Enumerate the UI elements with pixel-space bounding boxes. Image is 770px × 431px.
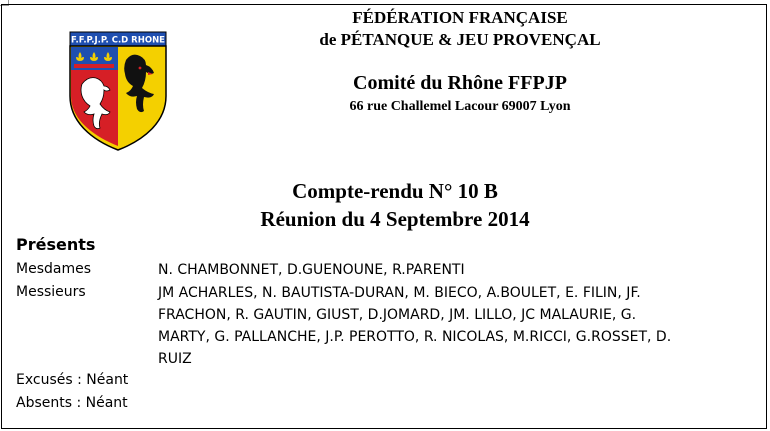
committee-name: Comité du Rhône FFPJP — [353, 72, 567, 94]
meeting-date-title: Réunion du 4 Septembre 2014 — [260, 207, 530, 231]
messieurs-list — [158, 282, 758, 370]
messieurs-label: Messieurs — [16, 284, 86, 300]
report-heading — [195, 177, 595, 233]
absents-line: Absents : Néant — [16, 395, 128, 411]
excuses-line: Excusés : Néant — [16, 372, 129, 388]
ffpjp-rhone-crest-logo — [68, 30, 168, 152]
presents-heading: Présents — [16, 235, 96, 254]
messieurs-names-line: JM ACHARLES, N. BAUTISTA-DURAN, M. BIECO, A.BOULET, E. FILIN, JF. — [158, 285, 641, 301]
mesdames-label: Mesdames — [16, 261, 91, 277]
mesdames-list — [158, 259, 758, 281]
svg-text:F.F.P.J.P. C.D RHONE: F.F.P.J.P. C.D RHONE — [70, 35, 166, 46]
messieurs-names-line: RUIZ — [158, 351, 192, 367]
messieurs-names-line: MARTY, G. PALLANCHE, J.P. PEROTTO, R. NICOLAS, M.RICCI, G.ROSSET, D. — [158, 329, 672, 345]
mesdames-names: N. CHAMBONNET, D.GUENOUNE, R.PARENTI — [158, 262, 465, 278]
federation-name-line1: FÉDÉRATION FRANÇAISE — [352, 8, 568, 27]
committee-address: 66 rue Challemel Lacour 69007 Lyon — [349, 99, 571, 114]
federation-name-line2: de PÉTANQUE & JEU PROVENÇAL — [319, 30, 601, 49]
report-title: Compte-rendu N° 10 B — [292, 179, 498, 203]
messieurs-names-line: FRACHON, R. GAUTIN, GIUST, D.JOMARD, JM. LILLO, JC MALAURIE, G. — [158, 307, 637, 323]
